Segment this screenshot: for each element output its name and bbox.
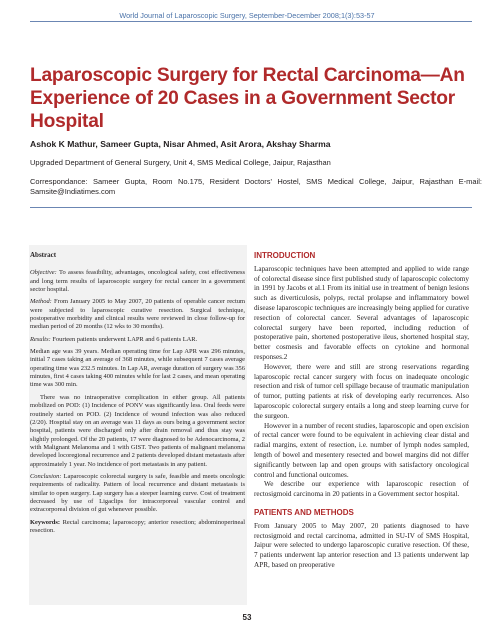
article-title: Laparoscopic Surgery for Rectal Carcinoma—An Experience of 20 Cases in a Government Sector Hospital xyxy=(30,65,465,132)
abstract-column xyxy=(30,251,245,539)
conclusion-label: Conclusion: xyxy=(30,472,62,480)
author-list: Ashok K Mathur, Sameer Gupta, Nisar Ahmed, Asit Arora, Akshay Sharma xyxy=(30,139,331,149)
introduction-para-3: However in a number of recent studies, laparoscopic and open excision of rectal cancer were found to be equivalent in achieving clear distal and radial margins, extent of resection, i.e. number of lymph nodes sampled, length of bowel and mesentery resected and bowel margins did not differ significantly between lap and open groups with satisfactory oncological control and functional outcomes. xyxy=(254,421,469,479)
patients-methods-heading: PATIENTS AND METHODS xyxy=(254,507,354,517)
keywords-label: Keywords: xyxy=(30,518,61,526)
abstract-complications-para: There was no intraoperative complication in either group. All patients mobilized on POD: (1) Incidence of PONV was significantly less. Oral feeds were routinely started on POD. (2) Incidence of wound infection was also reduced (2/20). Hospital stay on an average was 11 days as ours being a government sector hospital, patients were discharged only after drain removal and thus stay was slightly prolonged. Of the 20 patients, 17 were diagnosed to be Adenocarcinoma, 2 with Malignant Melanoma and 1 with GIST. Two patients of malignant melanoma developed locoregional recurrence and 2 patients developed distant metastasis after approximately 1 year. No incidence of port metastasis in any patient. xyxy=(30,393,245,468)
page-number: 53 xyxy=(242,613,252,622)
section-divider xyxy=(30,207,472,208)
body-column xyxy=(254,251,469,571)
introduction-para-4: We describe our experience with laparoscopic resection of rectosigmoid carcinoma in 20 patients in a Government sector hospital. xyxy=(254,480,469,499)
header-divider xyxy=(30,21,472,22)
keywords-text: Rectal carcinoma; laparoscopy; anterior resection; abdominoperineal resection. xyxy=(30,518,246,534)
abstract-objective xyxy=(30,269,245,294)
method-label: Method: xyxy=(30,298,52,306)
objective-text: To assess feasibility, advantages, oncological safety, cost effectiveness and long term results of laparoscopic surgery for rectal cancer in a government sector hospital. xyxy=(30,269,245,294)
affiliation: Upgraded Department of General Surgery, Unit 4, SMS Medical College, Jaipur, Rajasthan xyxy=(30,158,331,167)
method-text: From January 2005 to May 2007, 20 patients of operable cancer rectum were subjected to laparoscopic curative resection. Surgical technique, postoperative morbidity and clinical results were reviewed in close follow-up for median period of 20 months (12 wks to 30 months). xyxy=(30,298,245,331)
abstract-conclusion xyxy=(30,473,245,515)
results-label: Results: xyxy=(30,335,51,343)
abstract-operating-para: Median age was 39 years. Median operating time for Lap APR was 296 minutes, initial 7 cases taking an average of 368 minutes, while subsequent 7 cases average operating time was 232.5 minutes. In Lap AR, average duration of surgery was 356 minutes, first 4 cases taking 400 minutes while for last 2 cases, and mean operating time was 300 min. xyxy=(30,348,245,389)
abstract-keywords xyxy=(30,519,245,536)
conclusion-text: Laparoscopic colorectal surgery is safe, feasible and meets oncologic requirements of radicality. Pattern of local recurrence and distant metastasis is similar to open surgery. Lap surgery has a steeper learning curve. Cost of treatment decreased by use of Ligaclips for intracorporeal vascular control and extracorporeal division of gut whenever possible. xyxy=(30,472,246,514)
abstract-method xyxy=(30,298,245,331)
journal-header: World Journal of Laparoscopic Surgery, September-December 2008;1(3):53-57 xyxy=(119,11,375,20)
abstract-results xyxy=(30,336,245,344)
correspondence: Correspondance: Sameer Gupta, Room No.175, Resident Doctors' Hostel, SMS Medical College, Jaipur, Rajasthan E-mail: Samsite@Indiatimes.com xyxy=(30,177,482,197)
introduction-para-2: However, there were and still are strong reservations regarding laparoscopic rectal cancer surgery with focus on inadequate oncologic resection and risk of tumor cell spillage because of traumatic manipulation of tumor, putting patients at risk of developing early recurrences. Also laparoscopic colorectal surgery entails a long and steep learning curve for the surgeon. xyxy=(254,362,469,420)
results-text: Fourteen patients underwent LAPR and 6 patients LAR. xyxy=(52,335,198,343)
introduction-para-1: Laparoscopic techniques have been attempted and applied to wide range of colorectal disease since first published study of laparoscopic colectomy in 1991 by Jacobs et al.1 From its initial use in treatment of benign lesions such as diverticulosis, polyps, rectal prolapse and inflammatory bowel disease laparoscopic techniques are increasingly being applied for curative resection of colorectal cancer. Several advantages of laparoscopic colorectal surgery have been reported, including reduction of postoperative pain, shortened postoperative ileus, shortened hospital stay, better cosmesis and favorable effects on cytokine and hormonal responses.2 xyxy=(254,264,469,361)
abstract-heading: Abstract xyxy=(30,251,57,259)
objective-label: Objective: xyxy=(30,269,57,277)
introduction-heading: INTRODUCTION xyxy=(254,251,316,260)
patients-methods-para-1: From January 2005 to May 2007, 20 patients diagnosed to have rectosigmoid and rectal carcinoma, admitted in SU-IV of SMS Hospital, Jaipur were selected to undergo laparoscopic curative resection. Of these, 7 patients underwent lap anterior resection and 13 patients underwent lap APR, based on preoperative xyxy=(254,521,469,569)
